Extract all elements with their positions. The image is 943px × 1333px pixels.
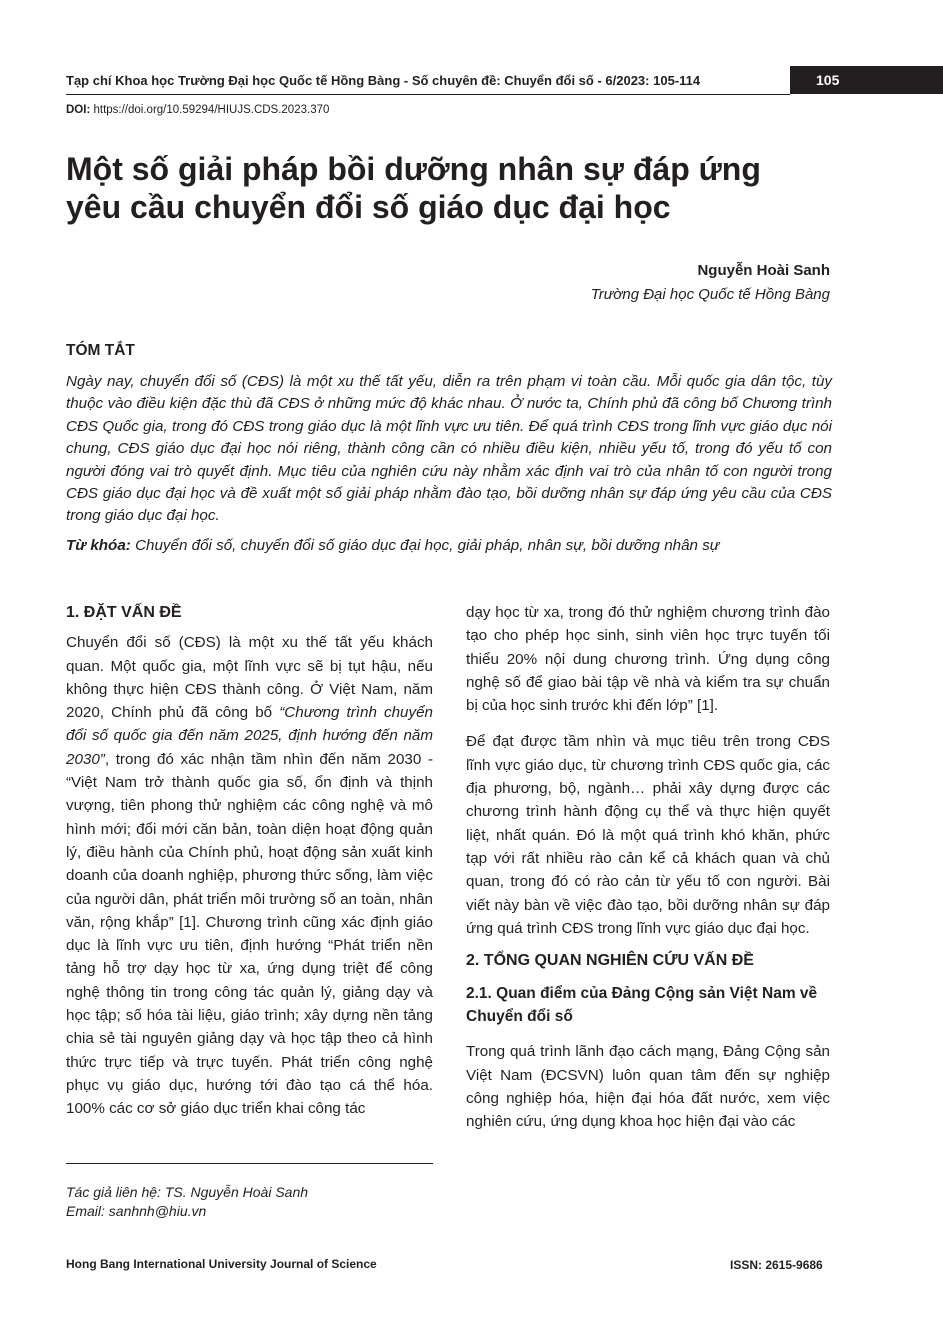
footer-issn: ISSN: 2615-9686 <box>730 1258 823 1272</box>
footer-journal: Hong Bang International University Journal of Science <box>66 1257 377 1271</box>
abstract-heading: TÓM TẮT <box>66 342 135 359</box>
author-email: Email: sanhnh@hiu.vn <box>66 1203 207 1219</box>
header-rule <box>66 94 790 95</box>
keywords-label: Từ khóa: <box>66 537 131 554</box>
left-column <box>66 601 433 1121</box>
footnote <box>66 1183 308 1221</box>
section-1-heading: 1. ĐẶT VẤN ĐỀ <box>66 604 182 621</box>
footnote-rule <box>66 1163 433 1164</box>
title-line-1: Một số giải pháp bồi dưỡng nhân sự đáp ứng <box>66 151 761 187</box>
section-1-paragraph-1-continued: dạy học từ xa, trong đó thử nghiệm chương trình đào tạo cho phép học sinh, sinh viên học trực tuyến tối thiểu 20% nội dung chương trình. Ứng dụng công nghệ số để giao bài tập về nhà và kiểm tra sự chuẩn bị của học sinh trước khi đến lớp” [1]. <box>466 604 830 715</box>
doi-label: DOI: <box>66 104 91 116</box>
section-1-paragraph-2: Để đạt được tầm nhìn và mục tiêu trên trong CĐS lĩnh vực giáo dục, từ chương trình CĐS quốc gia, các địa phương, bộ, ngành… phải xây dựng được các chương trình hành động cụ thể và thực hiện quyết liệt, nhất quán. Đó là một quá trình khó khăn, phức tạp với rất nhiều rào cản kể cả khách quan và chủ quan, trong đó có rào cản từ yếu tố con người. Bài viết này bàn về việc đào tạo, bồi dưỡng nhân sự đáp ứng quá trình CĐS trong lĩnh vực giáo dục đại học. <box>466 733 830 937</box>
article-title <box>66 150 866 226</box>
section-2-1-heading: 2.1. Quan điểm của Đảng Cộng sản Việt Nam về Chuyển đổi số <box>466 985 818 1026</box>
abstract-text: Ngày nay, chuyển đổi số (CĐS) là một xu thế tất yếu, diễn ra trên phạm vi toàn cầu. Mỗi quốc gia dân tộc, tùy thuộc vào điều kiện đặc thù đã CĐS ở những mức độ khác nhau. Ở nước ta, Chính phủ đã công bố Chương trình CĐS Quốc gia, trong đó CĐS trong giáo dục là một lĩnh vực ưu tiên. Để quá trình CĐS trong lĩnh vực giáo dục nói chung, CĐS giáo dục đại học nói riêng, thành công cần có nhiều điều kiện, nhiều yếu tố, trong đó yếu tố con người đóng vai trò quyết định. Mục tiêu của nghiên cứu này nhằm xác định vai trò của nhân tố con người trong CĐS giáo dục đại học và đề xuất một số giải pháp nhằm đào tạo, bồi dưỡng nhân sự đáp ứng yêu cầu của CĐS trong giáo dục đại học. <box>66 373 832 525</box>
page-number: 105 <box>790 66 943 94</box>
title-line-2: yêu cầu chuyển đổi số giáo dục đại học <box>66 189 671 225</box>
corresponding-author: Tác giả liên hệ: TS. Nguyễn Hoài Sanh <box>66 1184 309 1200</box>
keywords-list: Chuyển đổi số, chuyển đổi số giáo dục đại học, giải pháp, nhân sự, bồi dưỡng nhân sự <box>130 537 720 554</box>
section-2-heading: 2. TỔNG QUAN NGHIÊN CỨU VẤN ĐỀ <box>466 952 754 970</box>
doi-line <box>66 104 329 116</box>
author-affiliation: Trường Đại học Quốc tế Hồng Bàng <box>590 286 830 303</box>
section-1-paragraph-1: Chuyển đổi số (CĐS) là một xu thế tất yếu khách quan. Một quốc gia, một lĩnh vực sẽ bị tụt hậu, nếu không thực hiện CĐS thành công. Ở Việt Nam, năm 2020, Chính phủ đã công bố “Chương trình chuyển đổi số quốc gia đến năm 2025, định hướng đến năm 2030”, trong đó xác nhận tầm nhìn đến năm 2030 - “Việt Nam trở thành quốc gia số, ổn định và thịnh vượng, tiên phong thử nghiệm các công nghệ và mô hình mới; đổi mới căn bản, toàn diện hoạt động quản lý, điều hành của Chính phủ, hoạt động sản xuất kinh doanh của doanh nghiệp, phương thức sống, làm việc của người dân, phát triển môi trường số an toàn, nhân văn, rộng khắp” [1]. Chương trình cũng xác định giáo dục là lĩnh vực ưu tiên, định hướng “Phát triển nền tảng hỗ trợ dạy học từ xa, ứng dụng triệt để công nghệ thông tin trong công tác quản lý, giảng dạy và học tập; số hóa tài liệu, giáo trình; xây dựng nền tảng chia sẻ tài nguyên giảng dạy và học tập theo cả hình thức trực tiếp và trực tuyến. Phát triển công nghệ phục vụ giáo dục, hướng tới đào tạo cá thể hóa. 100% các cơ sở giáo dục triển khai công tác <box>66 634 434 1118</box>
doi-link[interactable]: https://doi.org/10.59294/HIUJS.CDS.2023.370 <box>93 104 330 116</box>
keywords <box>66 537 846 554</box>
section-2-paragraph-1: Trong quá trình lãnh đạo cách mạng, Đảng Cộng sản Việt Nam (ĐCSVN) luôn quan tâm đến sự nghiệp công nghiệp hóa, hiện đại hóa đất nước, xem việc nghiên cứu, ứng dụng khoa học hiện đại vào các <box>466 1043 830 1131</box>
journal-header: Tạp chí Khoa học Trường Đại học Quốc tế Hồng Bàng - Số chuyên đề: Chuyển đổi số - 6/2023: 105-114 <box>66 73 701 88</box>
author-name: Nguyễn Hoài Sanh <box>697 262 830 279</box>
right-column <box>466 601 830 1134</box>
